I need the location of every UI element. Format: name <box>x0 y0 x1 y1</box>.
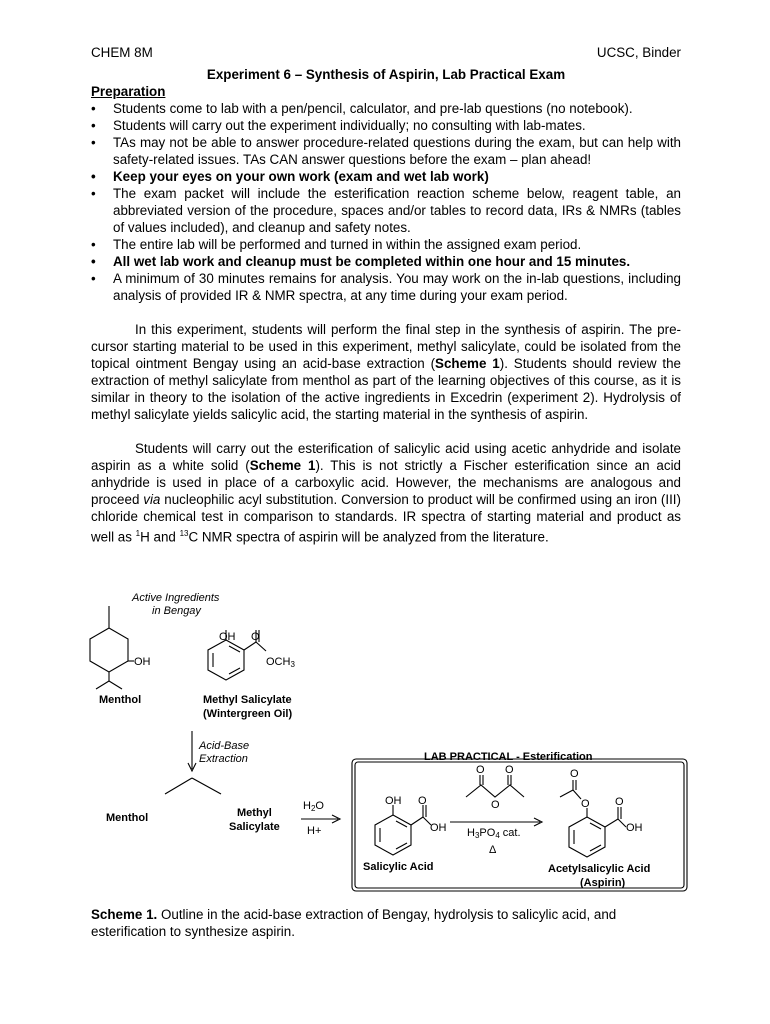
methyl-label: Methyl <box>237 807 272 819</box>
bengay-label: in Bengay <box>152 605 201 617</box>
salicylate-label: Salicylate <box>229 821 280 833</box>
och3-group: OCH3 <box>266 656 295 669</box>
anhydride-o1: O <box>476 764 485 776</box>
aspirin-ester-o: O <box>581 798 590 810</box>
methyl-salicylate-oh: OH <box>219 631 236 643</box>
procedure-paragraph: Students will carry out the esterification of salicylic acid using acetic anhydride and isolate aspirin as a white solid (Scheme 1). This is not strictly a Fischer esterification since an acid anhydride is used in place of a carboxylic acid. However, the mechanisms are analogous and proceed via nucleophilic acyl substitution. Conversion to product will be confirmed using an iron (III) chloride chemical test in comparison to standards. IR spectra of starting material and product as well as $^1$H and $^{13}$C NMR spectra of aspirin will be analyzed from the literature. <box>91 441 681 545</box>
heat-symbol: Δ <box>489 844 497 856</box>
anhydride-bridge-o: O <box>491 799 500 811</box>
extraction-label: Extraction <box>199 753 248 765</box>
methyl-salicylate-o: O <box>251 631 260 643</box>
list-item: • TAs may not be able to answer procedure-related questions during the exam, but can help with safety-related issues. TAs CAN answer questions before the exam – plan ahead! <box>91 134 681 168</box>
list-item: • The exam packet will include the esterification reaction scheme below, reagent table, an abbreviated version of the procedure, spaces and/or tables to record data, IRs & NMRs (tables of values included), and cleanup and safety notes. <box>91 185 681 236</box>
acetylsalicylic-acid-label: Acetylsalicylic Acid <box>548 863 651 875</box>
acid-catalyst: H+ <box>307 825 322 837</box>
institution: UCSC, Binder <box>596 45 681 60</box>
menthol-oh: OH <box>134 656 151 668</box>
salicylic-acid-label: Salicylic Acid <box>363 861 434 873</box>
list-item: • A minimum of 30 minutes remains for analysis. You may work on the in-lab questions, including analysis of provided IR & NMR spectra, at any time during your exam period. <box>91 270 681 304</box>
aspirin-oh: OH <box>626 822 643 834</box>
list-item: • The entire lab will be performed and turned in within the assigned exam period. <box>91 236 681 253</box>
caption-text: Outline in the acid-base extraction of Bengay, hydrolysis to salicylic acid, and esterification to synthesize aspirin. <box>91 907 617 939</box>
scheme-caption <box>91 906 681 940</box>
water-reagent: H2O <box>303 800 324 813</box>
salicylic-acid-oh: OH <box>430 822 447 834</box>
intro-paragraph: In this experiment, students will perform the final step in the synthesis of aspirin. The pre-cursor starting material to be used in this experiment, methyl salicylate, could be isolated from the topical ointment Bengay using an acid-base extraction (Scheme 1). Students should review the extraction of methyl salicylate from menthol as part of the learning objectives of this course, as it is similar in theory to the isolation of the active ingredients in Excedrin (experiment 2). Hydrolysis of methyl salicylate yields salicylic acid, the starting material in the synthesis of aspirin. <box>91 322 682 422</box>
lab-practical-title: LAB PRACTICAL - Esterification <box>424 751 593 763</box>
aspirin-label: (Aspirin) <box>580 877 626 889</box>
anhydride-o2: O <box>505 764 514 776</box>
list-item: • All wet lab work and cleanup must be completed within one hour and 15 minutes. <box>91 253 681 270</box>
document-page <box>91 44 681 545</box>
methyl-salicylate-label: Methyl Salicylate <box>203 694 292 706</box>
menthol-product-label: Menthol <box>106 812 149 824</box>
caption-label: Scheme 1. <box>91 907 158 922</box>
aspirin-carbonyl-o: O <box>570 768 579 780</box>
list-item: • Students come to lab with a pen/pencil, calculator, and pre-lab questions (no notebook). <box>91 100 681 117</box>
wintergreen-label: (Wintergreen Oil) <box>203 708 293 720</box>
reaction-scheme <box>70 585 690 895</box>
page-header <box>91 44 681 61</box>
active-ingredients-label: Active Ingredients <box>132 592 220 604</box>
menthol-label: Menthol <box>99 694 142 706</box>
list-item: • Keep your eyes on your own work (exam and wet lab work) <box>91 168 681 185</box>
scheme-reference: Scheme 1 <box>249 458 316 473</box>
list-item: • Students will carry out the experiment individually; no consulting with lab-mates. <box>91 117 681 134</box>
aspirin-acid-o: O <box>615 796 624 808</box>
course-code: CHEM 8M <box>91 45 153 60</box>
salicylic-oh: OH <box>385 795 402 807</box>
salicylic-o: O <box>418 795 427 807</box>
acid-base-label: Acid-Base <box>199 740 250 752</box>
preparation-list <box>91 100 681 304</box>
phosphoric-acid-catalyst: H3PO4 cat. <box>467 827 521 840</box>
document-title: Experiment 6 – Synthesis of Aspirin, Lab Practical Exam <box>206 67 566 82</box>
preparation-heading: Preparation <box>91 84 166 99</box>
scheme-reference: Scheme 1 <box>435 356 500 371</box>
